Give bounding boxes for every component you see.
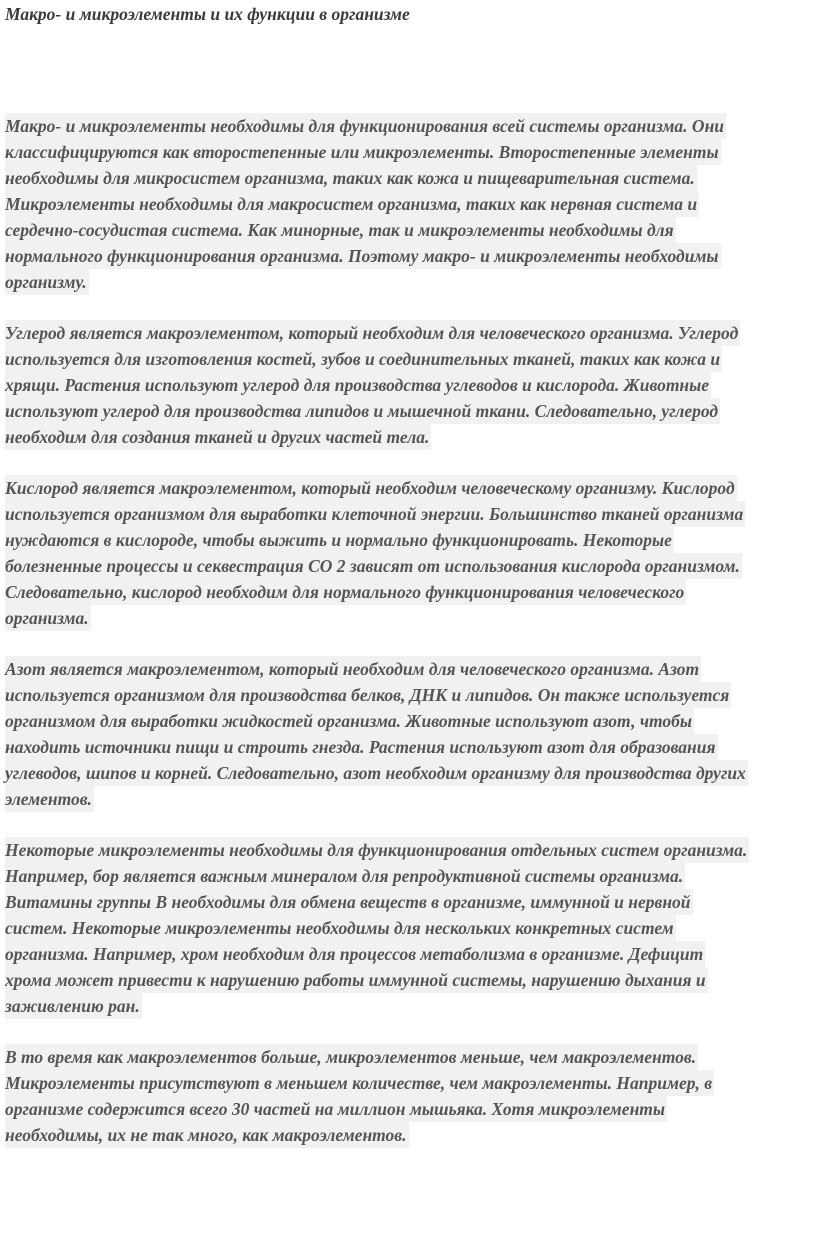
text-line: углеводов, шипов и корней. Следовательно, азот необходим организму для производства других: [5, 760, 748, 786]
text-line: Следовательно, кислород необходим для нормального функционирования человеческого: [5, 579, 686, 605]
text-line: Витамины группы B необходимы для обмена веществ в организме, иммунной и нервной: [5, 889, 693, 915]
text-line: Макро- и микроэлементы необходимы для функционирования всей системы организма. Они: [5, 113, 726, 139]
text-line: организма. Например, хром необходим для процессов метаболизма в организме. Дефицит: [5, 941, 705, 967]
text-line: используется организмом для выработки клеточной энергии. Большинство тканей организма: [5, 501, 745, 527]
text-line: используют углерод для производства липидов и мышечной ткани. Следовательно, углерод: [5, 398, 720, 424]
paragraph-carbon: [5, 320, 813, 450]
text-line: необходимы, их не так много, как макроэлементов.: [5, 1122, 409, 1148]
text-line: сердечно-сосудистая система. Как минорные, так и микроэлементы необходимы для: [5, 217, 676, 243]
text-line: хрящи. Растения используют углерод для производства углеводов и кислорода. Животные: [5, 372, 711, 398]
paragraph-comparison: [5, 1044, 813, 1148]
document-title: Макро- и микроэлементы и их функции в организме: [5, 4, 410, 24]
paragraph-intro: [5, 113, 813, 295]
text-line: классифицируются как второстепенные или микроэлементы. Второстепенные элементы: [5, 139, 721, 165]
paragraph-nitrogen: [5, 656, 813, 812]
text-line: элементов.: [5, 786, 94, 812]
text-line: нормального функционирования организма. Поэтому макро- и микроэлементы необходимы: [5, 243, 721, 269]
document-page: [5, 0, 813, 1148]
text-line: организме содержится всего 30 частей на миллион мышьяка. Хотя микроэлементы: [5, 1096, 667, 1122]
text-line: организма.: [5, 605, 91, 631]
text-line: организмом для выработки жидкостей организма. Животные используют азот, чтобы: [5, 708, 694, 734]
text-line: заживлению ран.: [5, 993, 142, 1019]
text-line: систем. Некоторые микроэлементы необходимы для нескольких конкретных систем: [5, 915, 676, 941]
text-line: Кислород является макроэлементом, который необходим человеческому организму. Кислород: [5, 475, 737, 501]
paragraph-microelements: [5, 837, 813, 1019]
paragraph-oxygen: [5, 475, 813, 631]
text-line: организму.: [5, 269, 89, 295]
text-line: Углерод является макроэлементом, который необходим для человеческого организма. Углерод: [5, 320, 740, 346]
text-line: находить источники пищи и строить гнезда. Растения используют азот для образования: [5, 734, 718, 760]
text-line: Микроэлементы необходимы для макросистем организма, таких как нервная система и: [5, 191, 699, 217]
text-line: болезненные процессы и секвестрация CO 2 зависят от использования кислорода организмом.: [5, 553, 742, 579]
text-line: Некоторые микроэлементы необходимы для функционирования отдельных систем организма.: [5, 837, 749, 863]
text-line: нуждаются в кислороде, чтобы выжить и нормально функционировать. Некоторые: [5, 527, 674, 553]
text-line: необходимы для микросистем организма, таких как кожа и пищеварительная система.: [5, 165, 697, 191]
text-line: используется организмом для производства белков, ДНК и липидов. Он также используется: [5, 682, 731, 708]
text-line: Микроэлементы присутствуют в меньшем количестве, чем макроэлементы. Например, в: [5, 1070, 714, 1096]
text-line: В то время как макроэлементов больше, микроэлементов меньше, чем макроэлементов.: [5, 1044, 698, 1070]
text-line: Азот является макроэлементом, который необходим для человеческого организма. Азот: [5, 656, 701, 682]
text-line: хрома может привести к нарушению работы иммунной системы, нарушению дыхания и: [5, 967, 708, 993]
text-line: Например, бор является важным минералом для репродуктивной системы организма.: [5, 863, 685, 889]
text-line: используется для изготовления костей, зубов и соединительных тканей, таких как кожа и: [5, 346, 722, 372]
text-line: необходим для создания тканей и других частей тела.: [5, 424, 431, 450]
